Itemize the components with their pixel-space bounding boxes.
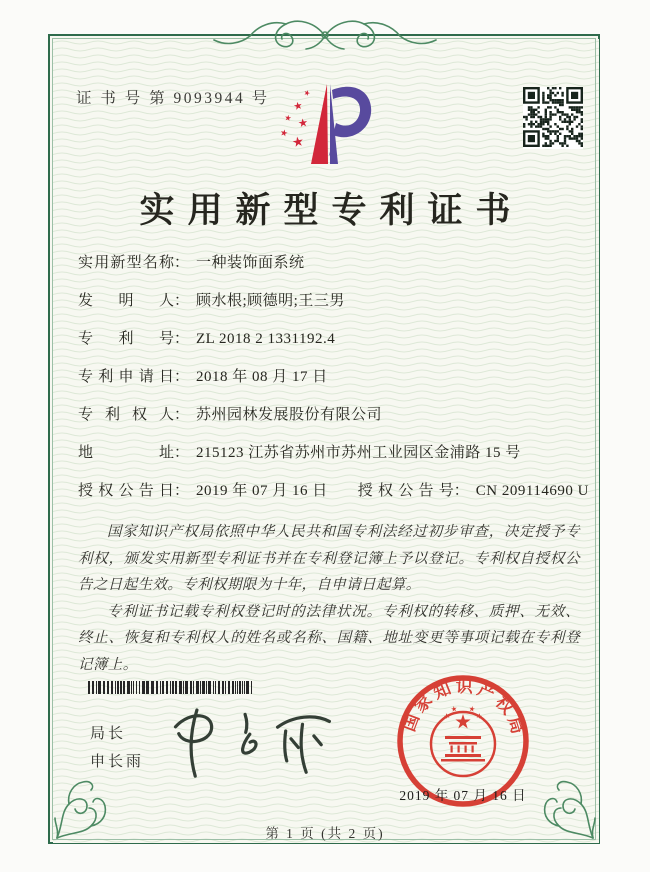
field-colon: ： [174, 369, 190, 385]
field-label: 授 权 公 告 号 [357, 483, 454, 499]
field-row-patent-no [78, 328, 592, 366]
certificate-title: 实用新型专利证书 [139, 191, 524, 230]
field-row-address [78, 442, 592, 480]
director-signature [157, 693, 355, 788]
field-colon: ： [174, 331, 190, 347]
field-row-name [78, 252, 592, 290]
fields-section [78, 252, 592, 518]
grant-statement [78, 519, 580, 678]
field-label: 专 利 权 人 [78, 407, 174, 423]
field-label: 专 利 申 请 日 [78, 369, 174, 385]
page-number: 第 1 页 (共 2 页) [265, 826, 385, 841]
field-label: 专 利 号 [78, 331, 174, 347]
logo-purple-bowl [332, 87, 371, 137]
field-value: ZL 2018 2 1331192.4 [196, 331, 336, 347]
grant-paragraph-1: 国家知识产权局依照中华人民共和国专利法经过初步审查，决定授予专利权，颁发实用新型专利证书并在专利登记簿上予以登记。专利权自授权公告之日起生效。专利权期限为十年，自申请日起算。 [78, 524, 580, 593]
field-row-inventors [78, 290, 592, 328]
logo-red-spire [311, 84, 328, 164]
barcode [88, 681, 256, 694]
field-row-grant [78, 480, 592, 518]
field-colon: ： [174, 293, 190, 309]
field-label: 实 用 新 型 名 称 [78, 255, 174, 271]
grant-number-pair [358, 483, 589, 499]
qr-code [523, 87, 583, 149]
cnipa-logo [276, 78, 376, 172]
field-value: 2018 年 08 月 17 日 [196, 369, 328, 385]
field-colon: ： [174, 483, 190, 499]
field-colon: ： [174, 255, 190, 271]
field-row-filing-date [78, 366, 592, 404]
director-name: 申长雨 [90, 754, 145, 770]
field-value: 顾水根;顾德明;王三男 [196, 293, 345, 309]
field-label: 授 权 公 告 日 [78, 483, 174, 499]
top-flourish-ornament [210, 16, 440, 56]
field-colon: ： [174, 407, 190, 423]
logo-stars-icon [280, 89, 311, 147]
field-label: 地 址 [78, 445, 174, 461]
field-colon: ： [453, 483, 469, 499]
director-title: 局长 [90, 726, 127, 742]
field-colon: ： [174, 445, 190, 461]
field-row-patentee [78, 404, 592, 442]
field-value: 215123 江苏省苏州市苏州工业园区金浦路 15 号 [196, 445, 521, 461]
grant-paragraph-2: 专利证书记载专利权登记时的法律状况。专利权的转移、质押、无效、终止、恢复和专利权人的姓名或名称、国籍、地址变更等事项记载在专利登记簿上。 [78, 603, 580, 673]
certificate-number: 证 书 号 第 9093944 号 [76, 90, 270, 107]
field-value: 2019 年 07 月 16 日 [196, 483, 328, 499]
seal-ring-text: 国家知识产权局 [399, 677, 528, 737]
field-value: 苏州园林发展股份有限公司 [196, 407, 383, 423]
seal-national-emblem-icon [431, 706, 495, 776]
field-label: 发 明 人 [78, 293, 174, 309]
seal-date: 2019 年 07 月 16 日 [399, 788, 527, 803]
field-value: 一种装饰面系统 [196, 255, 305, 271]
field-value: CN 209114690 U [475, 483, 589, 499]
grant-date-pair [78, 483, 328, 499]
